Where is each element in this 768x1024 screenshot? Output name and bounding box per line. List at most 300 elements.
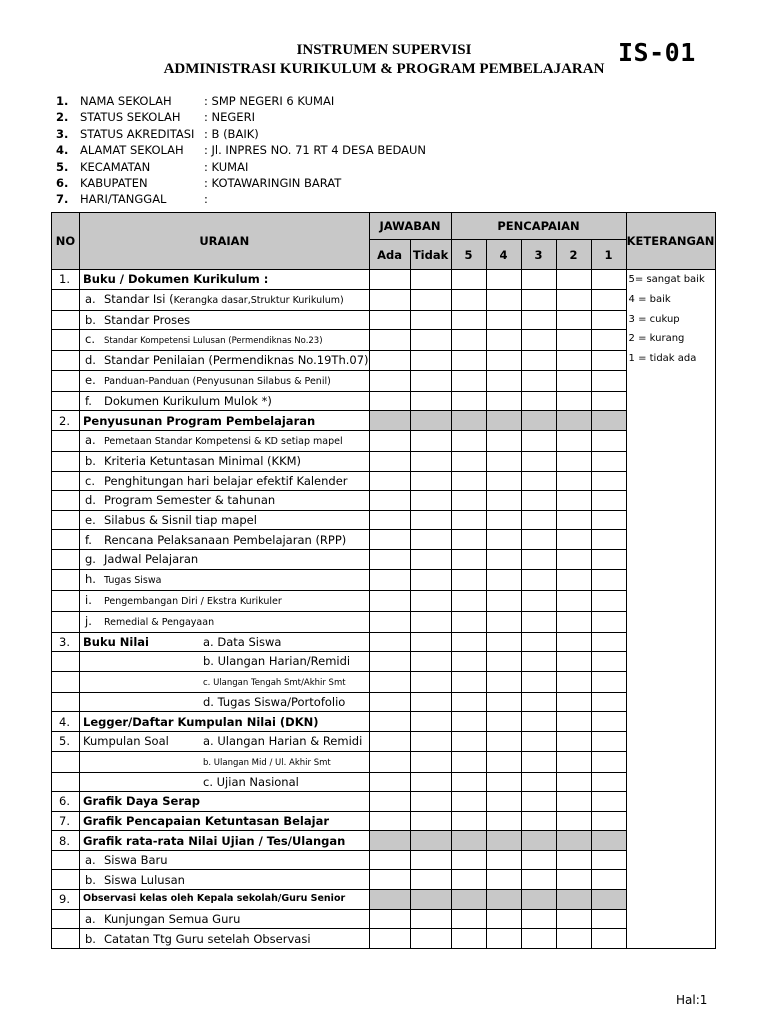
rating-cell[interactable] xyxy=(591,451,626,471)
rating-cell[interactable] xyxy=(451,632,486,652)
rating-cell[interactable] xyxy=(521,351,556,371)
rating-cell[interactable] xyxy=(556,751,591,772)
rating-cell[interactable] xyxy=(591,712,626,732)
rating-cell[interactable] xyxy=(556,289,591,310)
rating-cell[interactable] xyxy=(410,510,451,530)
table-cell: Legger/Daftar Kumpulan Nilai (DKN) xyxy=(80,712,370,732)
table-cell: f. Rencana Pelaksanaan Pembelajaran (RPP) xyxy=(80,530,370,550)
rating-cell[interactable] xyxy=(521,712,556,732)
rating-cell[interactable] xyxy=(556,510,591,530)
rating-cell[interactable] xyxy=(451,692,486,712)
rating-cell[interactable] xyxy=(591,632,626,652)
supervision-table xyxy=(51,212,716,949)
rating-cell[interactable] xyxy=(451,712,486,732)
table-cell xyxy=(52,692,80,712)
rating-cell[interactable] xyxy=(556,471,591,491)
legend-item: 5= sangat baik xyxy=(628,274,705,285)
rating-cell[interactable] xyxy=(369,330,410,351)
rating-cell[interactable] xyxy=(591,671,626,692)
rating-cell[interactable] xyxy=(486,611,521,632)
rating-cell[interactable] xyxy=(486,772,521,792)
rating-cell[interactable] xyxy=(556,451,591,471)
rating-cell[interactable] xyxy=(521,929,556,949)
table-cell: c. Ulangan Tengah Smt/Akhir Smt xyxy=(80,671,370,692)
rating-cell[interactable] xyxy=(410,792,451,812)
rating-cell[interactable] xyxy=(369,692,410,712)
rating-cell[interactable] xyxy=(521,330,556,351)
rating-cell[interactable] xyxy=(521,692,556,712)
table-cell: h. Tugas Siswa xyxy=(80,569,370,590)
rating-cell[interactable] xyxy=(451,811,486,831)
rating-cell[interactable] xyxy=(451,590,486,611)
table-cell: c. Standar Kompetensi Lulusan (Permendiknas No.23) xyxy=(80,330,370,351)
rating-cell[interactable] xyxy=(556,632,591,652)
table-cell: d. Tugas Siswa/Portofolio xyxy=(80,692,370,712)
rating-cell[interactable] xyxy=(556,692,591,712)
rating-cell[interactable] xyxy=(556,370,591,391)
rating-cell[interactable] xyxy=(521,590,556,611)
rating-cell[interactable] xyxy=(521,569,556,590)
rating-cell[interactable] xyxy=(410,430,451,451)
rating-cell[interactable] xyxy=(451,530,486,550)
rating-cell[interactable] xyxy=(556,909,591,929)
rating-cell[interactable] xyxy=(451,289,486,310)
shaded-cell xyxy=(451,890,486,910)
rating-cell[interactable] xyxy=(410,611,451,632)
rating-cell[interactable] xyxy=(369,549,410,569)
rating-cell[interactable] xyxy=(591,870,626,890)
rating-cell[interactable] xyxy=(521,632,556,652)
rating-cell[interactable] xyxy=(451,310,486,330)
rating-cell[interactable] xyxy=(486,909,521,929)
table-cell xyxy=(52,870,80,890)
table-row xyxy=(52,870,716,890)
col-pencapaian-header: PENCAPAIAN xyxy=(451,213,626,240)
rating-cell[interactable] xyxy=(451,370,486,391)
rating-cell[interactable] xyxy=(521,310,556,330)
rating-cell[interactable] xyxy=(556,870,591,890)
table-cell: a. Siswa Baru xyxy=(80,850,370,870)
rating-cell[interactable] xyxy=(410,692,451,712)
rating-cell[interactable] xyxy=(451,491,486,511)
rating-cell[interactable] xyxy=(410,549,451,569)
rating-cell[interactable] xyxy=(369,569,410,590)
rating-cell[interactable] xyxy=(486,330,521,351)
rating-cell[interactable] xyxy=(591,351,626,371)
info-row: 4. ALAMAT SEKOLAH : Jl. INPRES NO. 71 RT 4 DESA BEDAUN xyxy=(56,143,427,158)
shaded-cell xyxy=(486,890,521,910)
rating-cell[interactable] xyxy=(410,451,451,471)
rating-cell[interactable] xyxy=(521,510,556,530)
rating-cell[interactable] xyxy=(451,451,486,471)
doc-title: INSTRUMEN SUPERVISI xyxy=(296,42,472,58)
table-row xyxy=(52,632,716,652)
table-row xyxy=(52,370,716,391)
rating-cell[interactable] xyxy=(591,491,626,511)
rating-cell[interactable] xyxy=(591,391,626,411)
rating-cell[interactable] xyxy=(556,792,591,812)
rating-cell[interactable] xyxy=(451,929,486,949)
rating-cell[interactable] xyxy=(486,850,521,870)
table-cell xyxy=(52,310,80,330)
rating-cell[interactable] xyxy=(486,652,521,672)
rating-cell[interactable] xyxy=(369,751,410,772)
rating-cell[interactable] xyxy=(369,652,410,672)
rating-cell[interactable] xyxy=(486,590,521,611)
shaded-cell xyxy=(410,411,451,431)
rating-cell[interactable] xyxy=(369,391,410,411)
rating-cell[interactable] xyxy=(369,792,410,812)
info-row: 7. HARI/TANGGAL : xyxy=(56,192,208,207)
table-cell: Observasi kelas oleh Kepala sekolah/Guru Senior xyxy=(80,890,370,910)
rating-cell[interactable] xyxy=(486,510,521,530)
rating-cell[interactable] xyxy=(410,270,451,290)
rating-cell[interactable] xyxy=(410,671,451,692)
table-row xyxy=(52,831,716,851)
rating-cell[interactable] xyxy=(591,751,626,772)
keterangan-cell xyxy=(626,270,715,949)
rating-cell[interactable] xyxy=(369,671,410,692)
table-cell: 2. xyxy=(52,411,80,431)
rating-cell[interactable] xyxy=(410,289,451,310)
table-cell: 9. xyxy=(52,890,80,910)
rating-cell[interactable] xyxy=(521,811,556,831)
rating-cell[interactable] xyxy=(591,310,626,330)
rating-cell[interactable] xyxy=(521,270,556,290)
rating-cell[interactable] xyxy=(521,491,556,511)
rating-cell[interactable] xyxy=(410,471,451,491)
rating-cell[interactable] xyxy=(556,549,591,569)
rating-cell[interactable] xyxy=(521,451,556,471)
rating-cell[interactable] xyxy=(591,370,626,391)
rating-cell[interactable] xyxy=(591,611,626,632)
rating-cell[interactable] xyxy=(451,391,486,411)
rating-cell[interactable] xyxy=(591,792,626,812)
rating-cell[interactable] xyxy=(451,510,486,530)
rating-cell[interactable] xyxy=(521,751,556,772)
rating-cell[interactable] xyxy=(486,451,521,471)
rating-cell[interactable] xyxy=(521,289,556,310)
rating-cell[interactable] xyxy=(591,549,626,569)
shaded-cell xyxy=(556,411,591,431)
shaded-cell xyxy=(486,831,521,851)
rating-cell[interactable] xyxy=(451,330,486,351)
rating-cell[interactable] xyxy=(521,792,556,812)
rating-cell[interactable] xyxy=(369,850,410,870)
rating-cell[interactable] xyxy=(410,909,451,929)
rating-cell[interactable] xyxy=(591,850,626,870)
rating-cell[interactable] xyxy=(451,751,486,772)
table-cell xyxy=(52,569,80,590)
rating-cell[interactable] xyxy=(486,310,521,330)
rating-cell[interactable] xyxy=(410,391,451,411)
rating-cell[interactable] xyxy=(369,590,410,611)
table-cell: c. Ujian Nasional xyxy=(80,772,370,792)
rating-cell[interactable] xyxy=(410,751,451,772)
col-tidak-header: Tidak xyxy=(410,240,451,270)
rating-cell[interactable] xyxy=(451,569,486,590)
rating-cell[interactable] xyxy=(410,632,451,652)
rating-cell[interactable] xyxy=(591,929,626,949)
legend-item: 4 = baik xyxy=(628,293,671,305)
rating-cell[interactable] xyxy=(451,611,486,632)
table-cell xyxy=(52,772,80,792)
rating-cell[interactable] xyxy=(451,471,486,491)
col-jawaban-header: JAWABAN xyxy=(369,213,451,240)
rating-cell[interactable] xyxy=(591,330,626,351)
rating-cell[interactable] xyxy=(451,652,486,672)
rating-cell[interactable] xyxy=(410,811,451,831)
table-row xyxy=(52,411,716,431)
rating-cell[interactable] xyxy=(556,811,591,831)
rating-cell[interactable] xyxy=(556,652,591,672)
table-cell xyxy=(52,510,80,530)
rating-cell[interactable] xyxy=(556,330,591,351)
rating-cell[interactable] xyxy=(410,929,451,949)
table-cell xyxy=(52,351,80,371)
rating-cell[interactable] xyxy=(486,632,521,652)
rating-cell[interactable] xyxy=(410,590,451,611)
rating-cell[interactable] xyxy=(521,870,556,890)
rating-cell[interactable] xyxy=(486,549,521,569)
rating-cell[interactable] xyxy=(369,611,410,632)
header-row xyxy=(52,213,716,240)
rating-cell[interactable] xyxy=(486,811,521,831)
rating-cell[interactable] xyxy=(486,370,521,391)
rating-cell[interactable] xyxy=(369,811,410,831)
rating-cell[interactable] xyxy=(369,289,410,310)
rating-cell[interactable] xyxy=(521,909,556,929)
rating-cell[interactable] xyxy=(369,712,410,732)
rating-cell[interactable] xyxy=(591,731,626,751)
rating-cell[interactable] xyxy=(521,391,556,411)
rating-cell[interactable] xyxy=(591,510,626,530)
rating-cell[interactable] xyxy=(451,671,486,692)
shaded-cell xyxy=(410,831,451,851)
rating-cell[interactable] xyxy=(556,351,591,371)
rating-cell[interactable] xyxy=(451,772,486,792)
rating-cell[interactable] xyxy=(556,530,591,550)
rating-cell[interactable] xyxy=(410,772,451,792)
shaded-cell xyxy=(521,890,556,910)
table-cell: Grafik rata-rata Nilai Ujian / Tes/Ulangan xyxy=(80,831,370,851)
rating-cell[interactable] xyxy=(486,289,521,310)
rating-cell[interactable] xyxy=(521,370,556,391)
rating-cell[interactable] xyxy=(521,772,556,792)
rating-cell[interactable] xyxy=(410,330,451,351)
rating-cell[interactable] xyxy=(451,549,486,569)
rating-cell[interactable] xyxy=(556,569,591,590)
rating-cell[interactable] xyxy=(591,430,626,451)
rating-cell[interactable] xyxy=(556,731,591,751)
table-cell: f. Dokumen Kurikulum Mulok *) xyxy=(80,391,370,411)
rating-cell[interactable] xyxy=(486,792,521,812)
table-row xyxy=(52,909,716,929)
rating-cell[interactable] xyxy=(556,772,591,792)
table-cell: 4. xyxy=(52,712,80,732)
rating-cell[interactable] xyxy=(591,909,626,929)
shaded-cell xyxy=(369,831,410,851)
rating-cell[interactable] xyxy=(591,569,626,590)
rating-cell[interactable] xyxy=(369,351,410,371)
info-row: 3. STATUS AKREDITASI : B (BAIK) xyxy=(56,126,259,141)
rating-cell[interactable] xyxy=(556,929,591,949)
shaded-cell xyxy=(521,411,556,431)
rating-cell[interactable] xyxy=(486,270,521,290)
table-row xyxy=(52,351,716,371)
rating-cell[interactable] xyxy=(591,471,626,491)
table-cell: g. Jadwal Pelajaran xyxy=(80,549,370,569)
table-cell: b. Standar Proses xyxy=(80,310,370,330)
rating-cell[interactable] xyxy=(486,471,521,491)
rating-cell[interactable] xyxy=(486,712,521,732)
shaded-cell xyxy=(451,411,486,431)
rating-cell[interactable] xyxy=(486,569,521,590)
rating-cell[interactable] xyxy=(369,510,410,530)
rating-cell[interactable] xyxy=(556,430,591,451)
rating-cell[interactable] xyxy=(410,569,451,590)
rating-cell[interactable] xyxy=(556,712,591,732)
table-cell: 7. xyxy=(52,811,80,831)
shaded-cell xyxy=(451,831,486,851)
table-row xyxy=(52,811,716,831)
rating-cell[interactable] xyxy=(591,289,626,310)
rating-cell[interactable] xyxy=(369,632,410,652)
legend-item: 2 = kurang xyxy=(628,333,685,345)
rating-cell[interactable] xyxy=(591,772,626,792)
col-3-header: 3 xyxy=(521,240,556,270)
rating-cell[interactable] xyxy=(451,850,486,870)
table-row xyxy=(52,611,716,632)
rating-cell[interactable] xyxy=(369,270,410,290)
shaded-cell xyxy=(369,411,410,431)
rating-cell[interactable] xyxy=(486,430,521,451)
rating-cell[interactable] xyxy=(521,731,556,751)
rating-cell[interactable] xyxy=(486,929,521,949)
rating-cell[interactable] xyxy=(556,270,591,290)
table-cell: j. Remedial & Pengayaan xyxy=(80,611,370,632)
rating-cell[interactable] xyxy=(521,611,556,632)
rating-cell[interactable] xyxy=(591,590,626,611)
table-row xyxy=(52,330,716,351)
rating-cell[interactable] xyxy=(369,370,410,391)
table-cell: 5. xyxy=(52,731,80,751)
table-cell: 3. xyxy=(52,632,80,652)
rating-cell[interactable] xyxy=(369,909,410,929)
rating-cell[interactable] xyxy=(410,850,451,870)
table-cell: Grafik Daya Serap xyxy=(80,792,370,812)
rating-cell[interactable] xyxy=(410,870,451,890)
table-cell: Buku / Dokumen Kurikulum : xyxy=(80,270,370,290)
table-cell: i. Pengembangan Diri / Ekstra Kurikuler xyxy=(80,590,370,611)
rating-cell[interactable] xyxy=(521,549,556,569)
rating-cell[interactable] xyxy=(486,491,521,511)
rating-cell[interactable] xyxy=(369,310,410,330)
table-cell: Grafik Pencapaian Ketuntasan Belajar xyxy=(80,811,370,831)
table-row xyxy=(52,491,716,511)
rating-cell[interactable] xyxy=(556,590,591,611)
table-cell: b. Kriteria Ketuntasan Minimal (KKM) xyxy=(80,451,370,471)
rating-cell[interactable] xyxy=(486,731,521,751)
rating-cell[interactable] xyxy=(486,530,521,550)
rating-cell[interactable] xyxy=(410,530,451,550)
table-row xyxy=(52,430,716,451)
rating-cell[interactable] xyxy=(591,270,626,290)
rating-cell[interactable] xyxy=(486,692,521,712)
table-row xyxy=(52,652,716,672)
rating-cell[interactable] xyxy=(410,491,451,511)
rating-cell[interactable] xyxy=(410,310,451,330)
rating-cell[interactable] xyxy=(451,792,486,812)
rating-cell[interactable] xyxy=(369,530,410,550)
rating-cell[interactable] xyxy=(556,491,591,511)
table-row xyxy=(52,772,716,792)
rating-cell[interactable] xyxy=(521,471,556,491)
rating-cell[interactable] xyxy=(486,870,521,890)
rating-cell[interactable] xyxy=(486,391,521,411)
rating-cell[interactable] xyxy=(369,870,410,890)
table-cell: 8. xyxy=(52,831,80,851)
rating-cell[interactable] xyxy=(369,471,410,491)
table-cell xyxy=(52,391,80,411)
rating-cell[interactable] xyxy=(410,370,451,391)
table-cell: a. Standar Isi (Kerangka dasar,Struktur Kurikulum) xyxy=(80,289,370,310)
rating-cell[interactable] xyxy=(556,850,591,870)
rating-cell[interactable] xyxy=(410,731,451,751)
table-cell xyxy=(52,671,80,692)
rating-cell[interactable] xyxy=(451,351,486,371)
rating-cell[interactable] xyxy=(451,430,486,451)
rating-cell[interactable] xyxy=(451,270,486,290)
table-cell xyxy=(52,370,80,391)
rating-cell[interactable] xyxy=(451,909,486,929)
rating-cell[interactable] xyxy=(451,731,486,751)
rating-cell[interactable] xyxy=(369,772,410,792)
rating-cell[interactable] xyxy=(556,611,591,632)
rating-cell[interactable] xyxy=(410,351,451,371)
rating-cell[interactable] xyxy=(410,712,451,732)
rating-cell[interactable] xyxy=(591,692,626,712)
rating-cell[interactable] xyxy=(591,652,626,672)
rating-cell[interactable] xyxy=(369,491,410,511)
rating-cell[interactable] xyxy=(486,751,521,772)
table-row xyxy=(52,549,716,569)
rating-cell[interactable] xyxy=(556,310,591,330)
rating-cell[interactable] xyxy=(591,811,626,831)
col-ada-header: Ada xyxy=(369,240,410,270)
rating-cell[interactable] xyxy=(369,929,410,949)
rating-cell[interactable] xyxy=(369,451,410,471)
rating-cell[interactable] xyxy=(521,530,556,550)
rating-cell[interactable] xyxy=(486,671,521,692)
rating-cell[interactable] xyxy=(521,671,556,692)
rating-cell[interactable] xyxy=(486,351,521,371)
rating-cell[interactable] xyxy=(556,671,591,692)
rating-cell[interactable] xyxy=(369,731,410,751)
page-number: Hal:1 xyxy=(676,993,708,1007)
rating-cell[interactable] xyxy=(521,850,556,870)
rating-cell[interactable] xyxy=(556,391,591,411)
table-cell xyxy=(52,451,80,471)
rating-cell[interactable] xyxy=(369,430,410,451)
rating-cell[interactable] xyxy=(591,530,626,550)
rating-cell[interactable] xyxy=(451,870,486,890)
table-cell xyxy=(52,330,80,351)
rating-cell[interactable] xyxy=(410,652,451,672)
table-row xyxy=(52,510,716,530)
rating-cell[interactable] xyxy=(521,652,556,672)
rating-cell[interactable] xyxy=(521,430,556,451)
